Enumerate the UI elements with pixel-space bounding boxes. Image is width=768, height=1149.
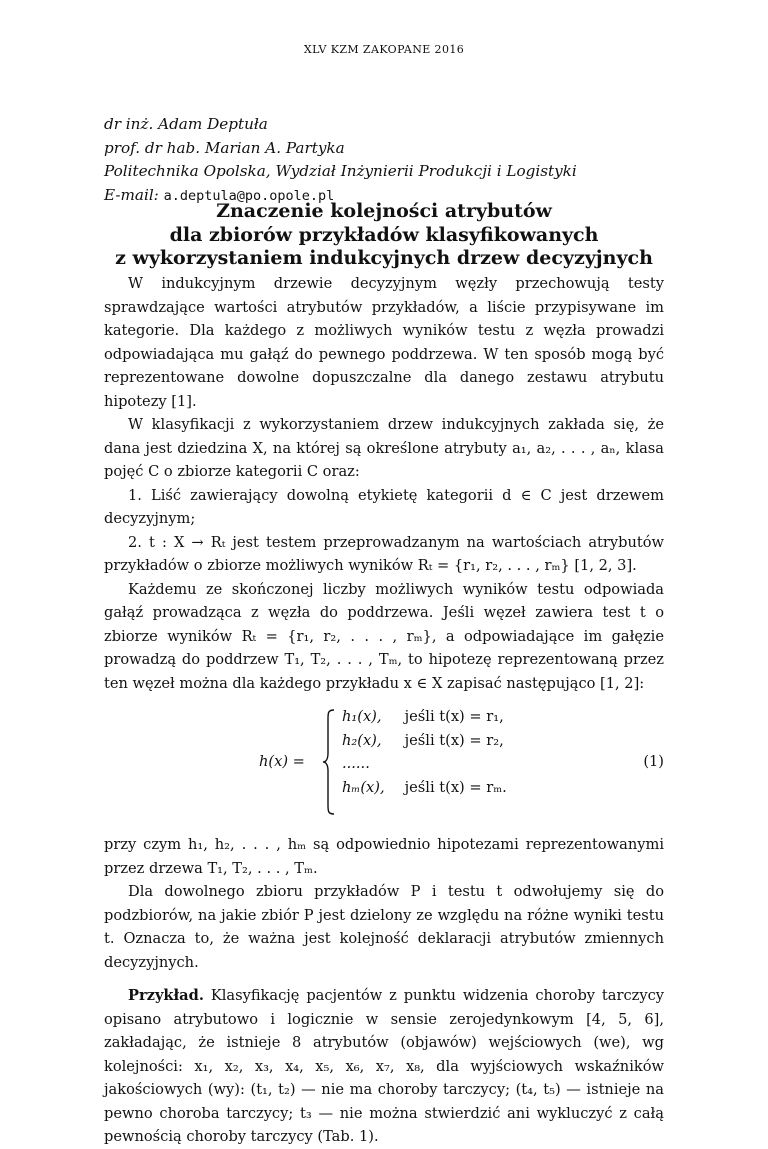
paragraph-3: 1. Liść zawierający dowolną etykietę kategorii d ∈ C jest drzewem decyzyjnym;	[104, 486, 664, 527]
author-block	[104, 113, 684, 208]
title-line-1: Znaczenie kolejności atrybutów	[216, 200, 552, 222]
equation-1	[104, 699, 664, 825]
paragraph-1: W indukcyjnym drzewie decyzyjnym węzły przechowują testy sprawdzające wartości atrybutów przykładów, a liście przypisywane im kategorie. Dla każdego z możliwych wyników testu z węzła prowadzi odpowiadająca mu gałąź do pewnego poddrzewa. W ten sposób mogą być reprezentowane dowolne dopuszczalne dla danego zestawu atrybutu hipotezy [1].	[104, 275, 664, 410]
case-row	[342, 705, 507, 729]
equation-number: (1)	[643, 753, 664, 770]
paragraph-gap	[104, 974, 664, 984]
author-1: dr inż. Adam Deptuła	[104, 115, 268, 133]
case-condition: jeśli t(x) = r₂,	[404, 731, 504, 749]
case-value: h₂(x),	[342, 731, 382, 749]
case-row	[342, 752, 507, 776]
case-condition: jeśli t(x) = rₘ.	[404, 778, 507, 796]
example-label: Przykład.	[128, 987, 204, 1004]
case-value: ......	[342, 755, 370, 772]
paragraph-8	[104, 984, 664, 1149]
running-header: XLV KZM ZAKOPANE 2016	[303, 43, 465, 56]
paper-title	[84, 200, 684, 271]
paragraph-4: 2. t : X → Rₜ jest testem przeprowadzanym na wartościach atrybutów przykładów o zbiorze możliwych wyników Rₜ = {r₁, r₂, . . . , rₘ} [1, 2, 3].	[104, 533, 664, 574]
email-address: a.deptula@po.opole.pl	[163, 187, 335, 204]
body-text	[104, 272, 664, 1149]
case-value: hₘ(x),	[342, 778, 385, 796]
title-line-3: z wykorzystaniem indukcyjnych drzew decyzyjnych	[115, 247, 653, 269]
case-condition: jeśli t(x) = r₁,	[404, 708, 504, 725]
equation-lhs: h(x) =	[259, 753, 305, 770]
paragraph-7: Dla dowolnego zbioru przykładów P i testu t odwołujemy się do podzbiorów, na jakie zbiór P jest dzielony ze względu na różne wyniki testu t. Oznacza to, że ważna jest kolejność deklaracji atrybutów zmiennych decyzyjnych.	[104, 883, 664, 971]
affiliation: Politechnika Opolska, Wydział Inżynierii Produkcji i Logistyki	[104, 162, 577, 180]
equation-cases	[342, 705, 507, 799]
case-row	[342, 729, 507, 753]
case-value: h₁(x),	[342, 708, 382, 725]
left-brace-icon	[322, 709, 336, 815]
email-label: E-mail:	[104, 185, 159, 204]
case-row	[342, 776, 507, 800]
paragraph-2: W klasyfikacji z wykorzystaniem drzew indukcyjnych zakłada się, że dana jest dziedzina X, na której są określone atrybuty a₁, a₂, . . . , aₙ, klasa pojęć C o zbiorze kategorii C oraz:	[104, 416, 664, 480]
example-text: Klasyfikację pacjentów z punktu widzenia choroby tarczycy opisano atrybutowo i logicznie w sensie zerojedynkowym [4, 5, 6], zakładając, że istnieje 8 atrybutów (objawów) wejściowych (we), wg kolejności: x₁, x₂, x₃, x₄, x₅, x₆, x₇, x₈, dla wyjściowych wskaźników jakościowych (wy): (t₁, t₂) — nie ma choroby tarczycy; (t₄, t₅) — istnieje na pewno choroba tarczycy; t₃ — nie można stwierdzić ani wykluczyć z całą pewnością choroby tarczycy (Tab. 1).	[104, 987, 664, 1145]
paragraph-6: przy czym h₁, h₂, . . . , hₘ są odpowiednio hipotezami reprezentowanymi przez drzewa T₁, T₂, . . . , Tₘ.	[104, 836, 664, 877]
title-line-2: dla zbiorów przykładów klasyfikowanych	[169, 223, 599, 246]
author-2: prof. dr hab. Marian A. Partyka	[104, 138, 345, 157]
paragraph-5: Każdemu ze skończonej liczby możliwych wyników testu odpowiada gałąź prowadząca z węzła do poddrzewa. Jeśli węzeł zawiera test t o zbiorze wyników Rₜ = {r₁, r₂, . . . , rₘ}, a odpowiadające im gałęzie prowadzą do poddrzew T₁, T₂, . . . , Tₘ, to hipotezę reprezentowaną przez ten węzeł można dla każdego przykładu x ∈ X zapisać następująco [1, 2]:	[104, 580, 664, 692]
